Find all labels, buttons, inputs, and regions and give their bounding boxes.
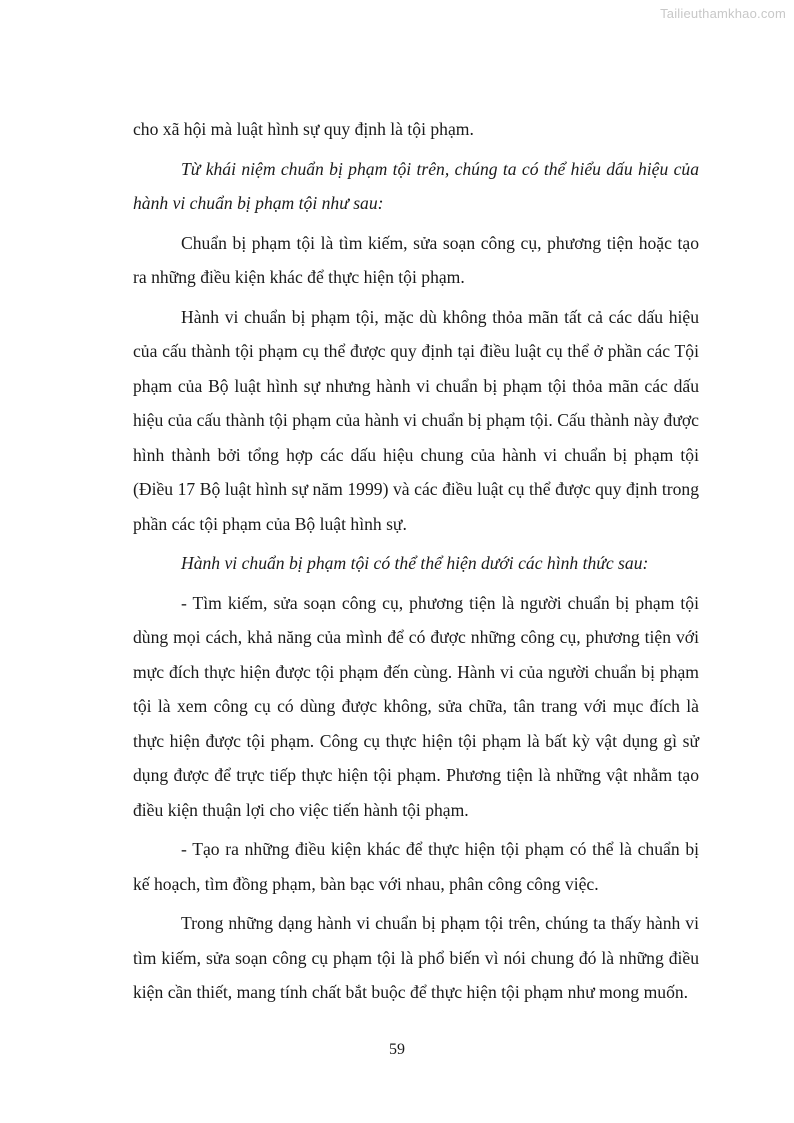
document-body [133,112,699,1015]
paragraph-conclusion: Trong những dạng hành vi chuẩn bị phạm tội trên, chúng ta thấy hành vi tìm kiếm, sửa soạn công cụ phạm tội là phổ biến vì nói chung đó là những điều kiện cần thiết, mang tính chất bắt buộc để thực hiện tội phạm như mong muốn. [133,913,699,1002]
paragraph-form-conditions: - Tạo ra những điều kiện khác để thực hiện tội phạm có thể là chuẩn bị kế hoạch, tìm đồng phạm, bàn bạc với nhau, phân công công việc. [133,839,699,894]
paragraph-form-tools: - Tìm kiếm, sửa soạn công cụ, phương tiện là người chuẩn bị phạm tội dùng mọi cách, khả năng của mình để có được những công cụ, phương tiện với mực đích thực hiện được tội phạm đến cùng. Hành vi của người chuẩn bị phạm tội là xem công cụ có dùng được không, sửa chữa, tân trang với mục đích là thực hiện được tội phạm. Công cụ thực hiện tội phạm là bất kỳ vật dụng gì sử dụng được để trực tiếp thực hiện tội phạm. Phương tiện là những vật nhằm tạo điều kiện thuận lợi cho việc tiến hành tội phạm. [133,592,699,820]
page-number: 59 [389,1041,405,1058]
paragraph-continuation: cho xã hội mà luật hình sự quy định là tội phạm. [133,119,474,139]
paragraph-italic-forms: Hành vi chuẩn bị phạm tội có thể thể hiện dưới các hình thức sau: [181,553,649,573]
paragraph-definition: Chuẩn bị phạm tội là tìm kiếm, sửa soạn công cụ, phương tiện hoặc tạo ra những điều kiện khác để thực hiện tội phạm. [133,232,699,287]
paragraph-italic-intro: Từ khái niệm chuẩn bị phạm tội trên, chúng ta có thể hiểu dấu hiệu của hành vi chuẩn bị phạm tội như sau: [133,158,699,213]
paragraph-constitution: Hành vi chuẩn bị phạm tội, mặc dù không thỏa mãn tất cả các dấu hiệu của cấu thành tội phạm cụ thể được quy định tại điều luật cụ thể ở phần các Tội phạm của Bộ luật hình sự nhưng hành vi chuẩn bị phạm tội thỏa mãn các dấu hiệu của cấu thành tội phạm của hành vi chuẩn bị phạm tội. Cấu thành này được hình thành bởi tổng hợp các dấu hiệu chung của hành vi chuẩn bị phạm tội (Điều 17 Bộ luật hình sự năm 1999) và các điều luật cụ thể được quy định trong phần các tội phạm của Bộ luật hình sự. [133,306,699,534]
watermark-text: Tailieuthamkhao.com [660,6,786,21]
